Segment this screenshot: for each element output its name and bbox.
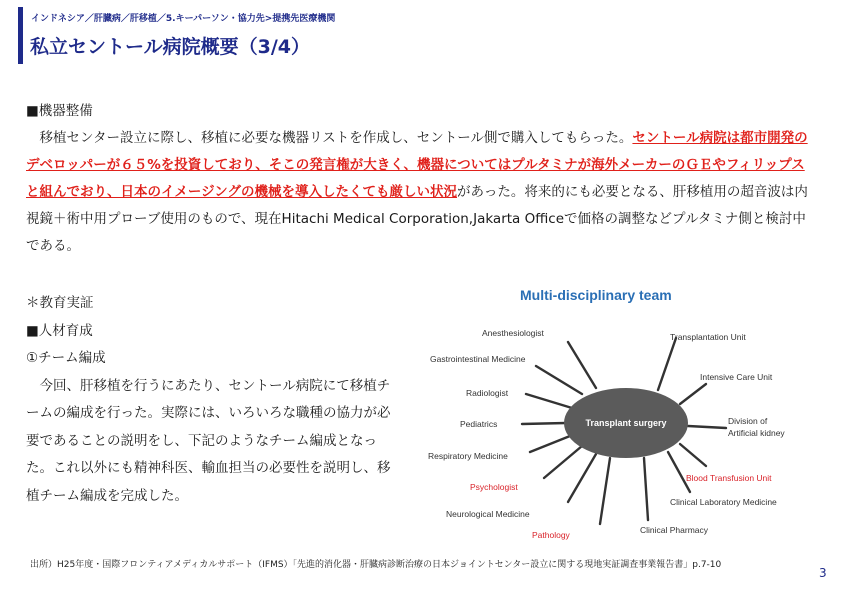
equipment-text-before: 移植センター設立に際し、移植に必要な機器リストを作成し、セントール側で購入してもらった。: [26, 130, 633, 146]
node-artificial-kidney: Artificial kidney: [728, 428, 785, 438]
node-gastrointestinal: Gastrointestinal Medicine: [430, 354, 526, 364]
equipment-heading: ■機器整備: [26, 103, 93, 119]
source-note: 出所）H25年度・国際フロンティアメディカルサポート（IFMS）「先進的消化器・肝臓病診断治療の日本ジョイントセンター設立に関する現地実証調査事業報告書」p.7-10: [30, 560, 722, 570]
arrow-gastro: [536, 366, 582, 394]
node-neurological: Neurological Medicine: [446, 509, 530, 519]
team-diagram-svg: [418, 274, 818, 560]
center-node-label: Transplant surgery: [585, 418, 667, 428]
page-number: 3: [819, 566, 827, 580]
arrow-pathology: [600, 458, 610, 524]
node-pathology: Pathology: [532, 530, 570, 540]
arrow-respiratory: [530, 436, 570, 452]
equipment-text-after: があった。将来的にも必要となる、肝移植用の超音波は内視鏡＋術中用プローブ使用のもので、現在Hitachi Medical Corporation,Jakarta Officeで価格の調整などプルタミナ側と検討中である。: [26, 184, 808, 254]
diagram-title: Multi-disciplinary team: [520, 287, 672, 303]
arrow-anesthesiologist: [568, 342, 596, 388]
arrow-psychologist: [544, 446, 582, 478]
team-diagram: [418, 274, 818, 560]
title-accent-bar: [18, 7, 23, 64]
training-section: [26, 290, 398, 510]
node-laboratory: Clinical Laboratory Medicine: [670, 497, 777, 507]
arrow-pediatrics: [522, 423, 566, 424]
arrow-artificial-kidney: [688, 426, 726, 428]
node-psychologist: Psychologist: [470, 482, 518, 492]
node-anesthesiologist: Anesthesiologist: [482, 328, 544, 338]
arrow-radiologist: [526, 394, 572, 408]
arrow-icu: [680, 384, 706, 404]
node-pediatrics: Pediatrics: [460, 419, 498, 429]
equipment-section: [26, 98, 818, 260]
arrow-neurological: [568, 454, 596, 502]
hr-heading: ■人材育成: [26, 322, 93, 339]
page-title: 私立セントール病院概要（3/4）: [30, 36, 311, 58]
arrow-transplantation-unit: [658, 338, 676, 390]
equipment-paragraph: [26, 125, 818, 260]
education-line: ＊教育実証: [26, 295, 94, 311]
node-transplantation-unit: Transplantation Unit: [670, 332, 746, 342]
arrow-laboratory: [668, 452, 690, 492]
node-blood-transfusion: Blood Transfusion Unit: [686, 473, 772, 483]
team-heading: ①チーム編成: [26, 350, 106, 366]
node-icu: Intensive Care Unit: [700, 372, 773, 382]
breadcrumb: インドネシア／肝臓病／肝移植／5.キーパーソン・協力先>提携先医療機関: [31, 14, 336, 24]
node-respiratory: Respiratory Medicine: [428, 451, 508, 461]
team-paragraph: 今回、肝移植を行うにあたり、セントール病院にて移植チームの編成を行った。実際には、いろいろな職種の協力が必要であることの説明をし、下記のようなチーム編成となった。これ以外にも精神科医、輸血担当の必要性を説明し、移植チーム編成を完成した。: [26, 377, 391, 504]
node-pharmacy: Clinical Pharmacy: [640, 525, 709, 535]
node-radiologist: Radiologist: [466, 388, 509, 398]
arrow-transfusion: [680, 444, 706, 466]
node-division-of: Division of: [728, 416, 768, 426]
equipment-highlight: セントール病院は都市開発のデベロッパーが６５%を投資しており、そこの発言権が大きく、機器についてはプルタミナが海外メーカーのＧＥやフィリップスと組んでおり、日本のイメージングの機械を導入したくても厳しい状況: [26, 130, 808, 200]
arrow-pharmacy: [644, 458, 648, 520]
